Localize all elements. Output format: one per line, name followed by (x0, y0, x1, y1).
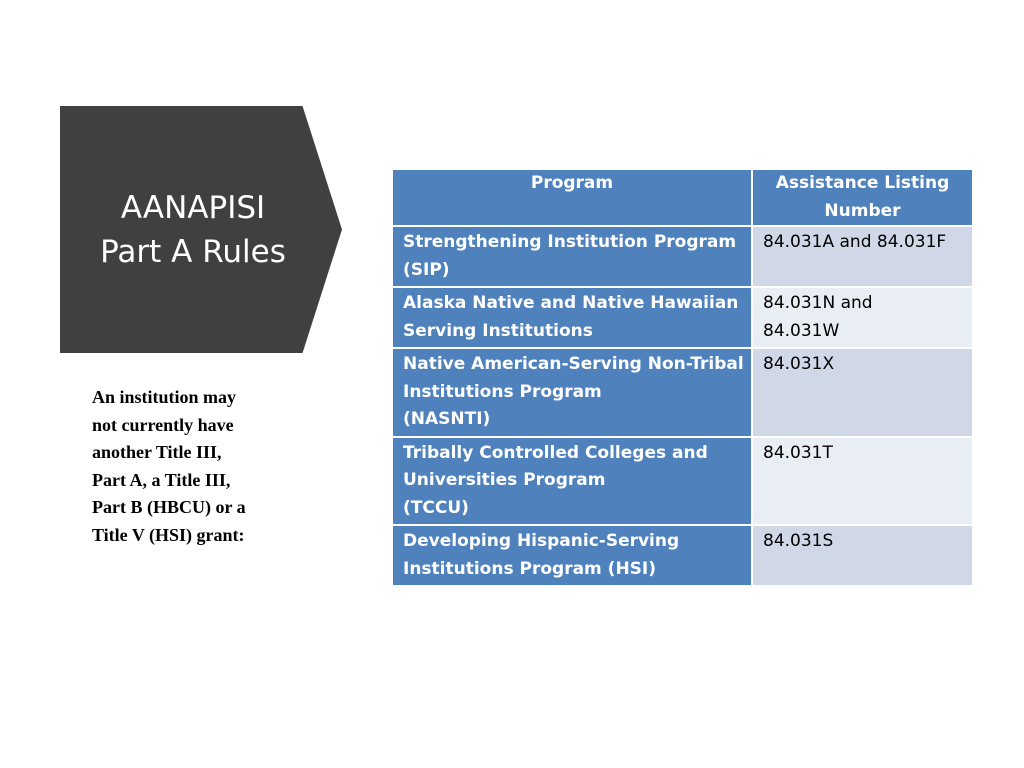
eligibility-note (92, 384, 302, 549)
program-line: Tribally Controlled Colleges and (403, 442, 708, 463)
note-line: another Title III, (92, 442, 222, 462)
header-program-label: Program (530, 173, 614, 193)
program-cell (392, 226, 752, 287)
note-line: not currently have (92, 414, 234, 435)
listing-number-cell (752, 287, 973, 348)
listing-number-line: 84.031X (763, 354, 835, 374)
header-listing-line-1: Assistance Listing (775, 173, 950, 193)
listing-number-cell (752, 226, 973, 287)
table-row (392, 226, 973, 287)
program-line: Serving Institutions (403, 320, 593, 341)
program-line: Universities Program (403, 470, 606, 490)
table-row (392, 348, 973, 437)
program-line: Institutions Program (HSI) (403, 558, 657, 579)
program-cell (392, 348, 752, 437)
program-line: (TCCU) (403, 497, 469, 518)
listing-number-cell (752, 525, 973, 586)
program-line: Developing Hispanic-Serving (403, 531, 680, 551)
listing-number-line: 84.031N and (763, 293, 873, 313)
table-row (392, 437, 973, 526)
listing-number-cell (752, 348, 973, 437)
listing-number-line: 84.031T (763, 442, 833, 463)
table-row (392, 287, 973, 348)
slide-title (60, 106, 326, 353)
program-line: Institutions Program (403, 381, 602, 402)
program-cell (392, 437, 752, 526)
listing-number-cell (752, 437, 973, 526)
header-program (392, 169, 752, 226)
program-line: (SIP) (403, 259, 450, 280)
listing-number-line: 84.031W (763, 320, 840, 341)
note-line: Part B (HBCU) or a (92, 497, 246, 517)
note-line: Title V (HSI) grant: (92, 524, 245, 545)
slide-title-line-1: AANAPISI (120, 189, 266, 226)
program-line: Native American-Serving Non-Tribal (403, 354, 744, 374)
program-line: (NASNTI) (403, 409, 491, 429)
program-line: Alaska Native and Native Hawaiian (403, 293, 739, 313)
listing-number-line: 84.031A and 84.031F (763, 232, 947, 252)
header-assistance-listing (752, 169, 973, 226)
table-row (392, 525, 973, 586)
program-line: Strengthening Institution Program (403, 232, 737, 252)
note-line: An institution may (92, 387, 237, 407)
program-table (391, 168, 974, 587)
slide-title-line-2: Part A Rules (100, 233, 286, 270)
program-cell (392, 287, 752, 348)
table-header-row (392, 169, 973, 226)
note-line: Part A, a Title III, (92, 469, 231, 490)
header-listing-line-2: Number (824, 200, 901, 221)
program-cell (392, 525, 752, 586)
listing-number-line: 84.031S (763, 531, 834, 551)
